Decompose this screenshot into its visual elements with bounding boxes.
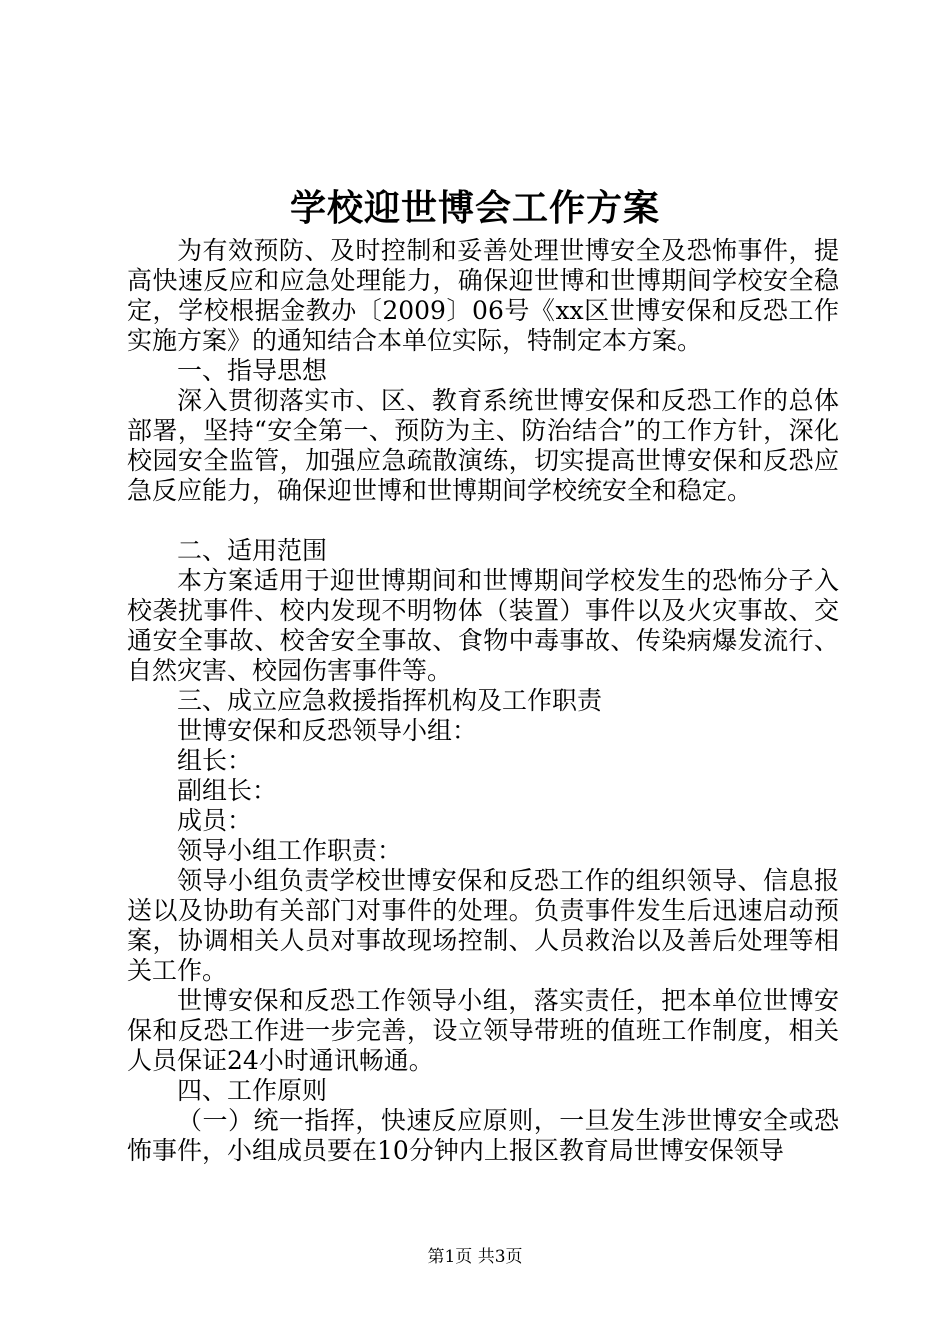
page-footer: 第1页 共3页 (427, 1247, 523, 1267)
paragraph-duties: 领导小组负责学校世博安保和反恐工作的组织领导、信息报送以及协助有关部门对事件的处理。负责事件发生后迅速启动预案，协调相关人员对事故现场控制、人员救治以及善后处理等相关工作。 (127, 866, 839, 985)
paragraph-responsibility: 世博安保和反恐工作领导小组，落实责任，把本单位世博安保和反恐工作进一步完善，设立领导带班的值班工作制度，相关人员保证24小时通讯畅通。 (127, 986, 839, 1075)
paragraph-intro: 为有效预防、及时控制和妥善处理世博安全及恐怖事件，提高快速反应和应急处理能力，确保迎世博和世博期间学校安全稳定，学校根据金教办〔2009〕06号《xx区世博安保和反恐工作实施方案》的通知结合本单位实际，特制定本方案。 (127, 236, 839, 355)
line-leading-group: 世博安保和反恐领导小组： (177, 716, 478, 745)
line-deputy-leader: 副组长： (177, 776, 278, 805)
paragraph-guiding-thought: 深入贯彻落实市、区、教育系统世博安保和反恐工作的总体部署，坚持“安全第一、预防为主、防治结合”的工作方针，深化校园安全监管，加强应急疏散演练，切实提高世博安保和反恐应急反应能力，确保迎世博和世博期间学校统安全和稳定。 (127, 386, 839, 505)
document-title: 学校迎世博会工作方案 (289, 187, 660, 229)
line-members: 成员： (177, 806, 253, 835)
section-heading-guiding-thought: 一、指导思想 (177, 356, 328, 385)
line-group-leader: 组长： (177, 746, 253, 775)
section-heading-command: 三、成立应急救援指挥机构及工作职责 (177, 686, 603, 715)
section-heading-scope: 二、适用范围 (177, 536, 328, 565)
section-heading-principles: 四、工作原则 (177, 1076, 328, 1105)
blank-line (127, 506, 839, 536)
line-group-duties: 领导小组工作职责： (177, 836, 403, 865)
paragraph-principle-one: （一）统一指挥，快速反应原则，一旦发生涉世博安全或恐怖事件，小组成员要在10分钟内上报区教育局世博安保领导 (127, 1106, 839, 1165)
paragraph-scope: 本方案适用于迎世博期间和世博期间学校发生的恐怖分子入校袭扰事件、校内发现不明物体（装置）事件以及火灾事故、交通安全事故、校舍安全事故、食物中毒事故、传染病爆发流行、自然灾害、校园伤害事件等。 (127, 566, 839, 685)
document-body (127, 236, 839, 1166)
